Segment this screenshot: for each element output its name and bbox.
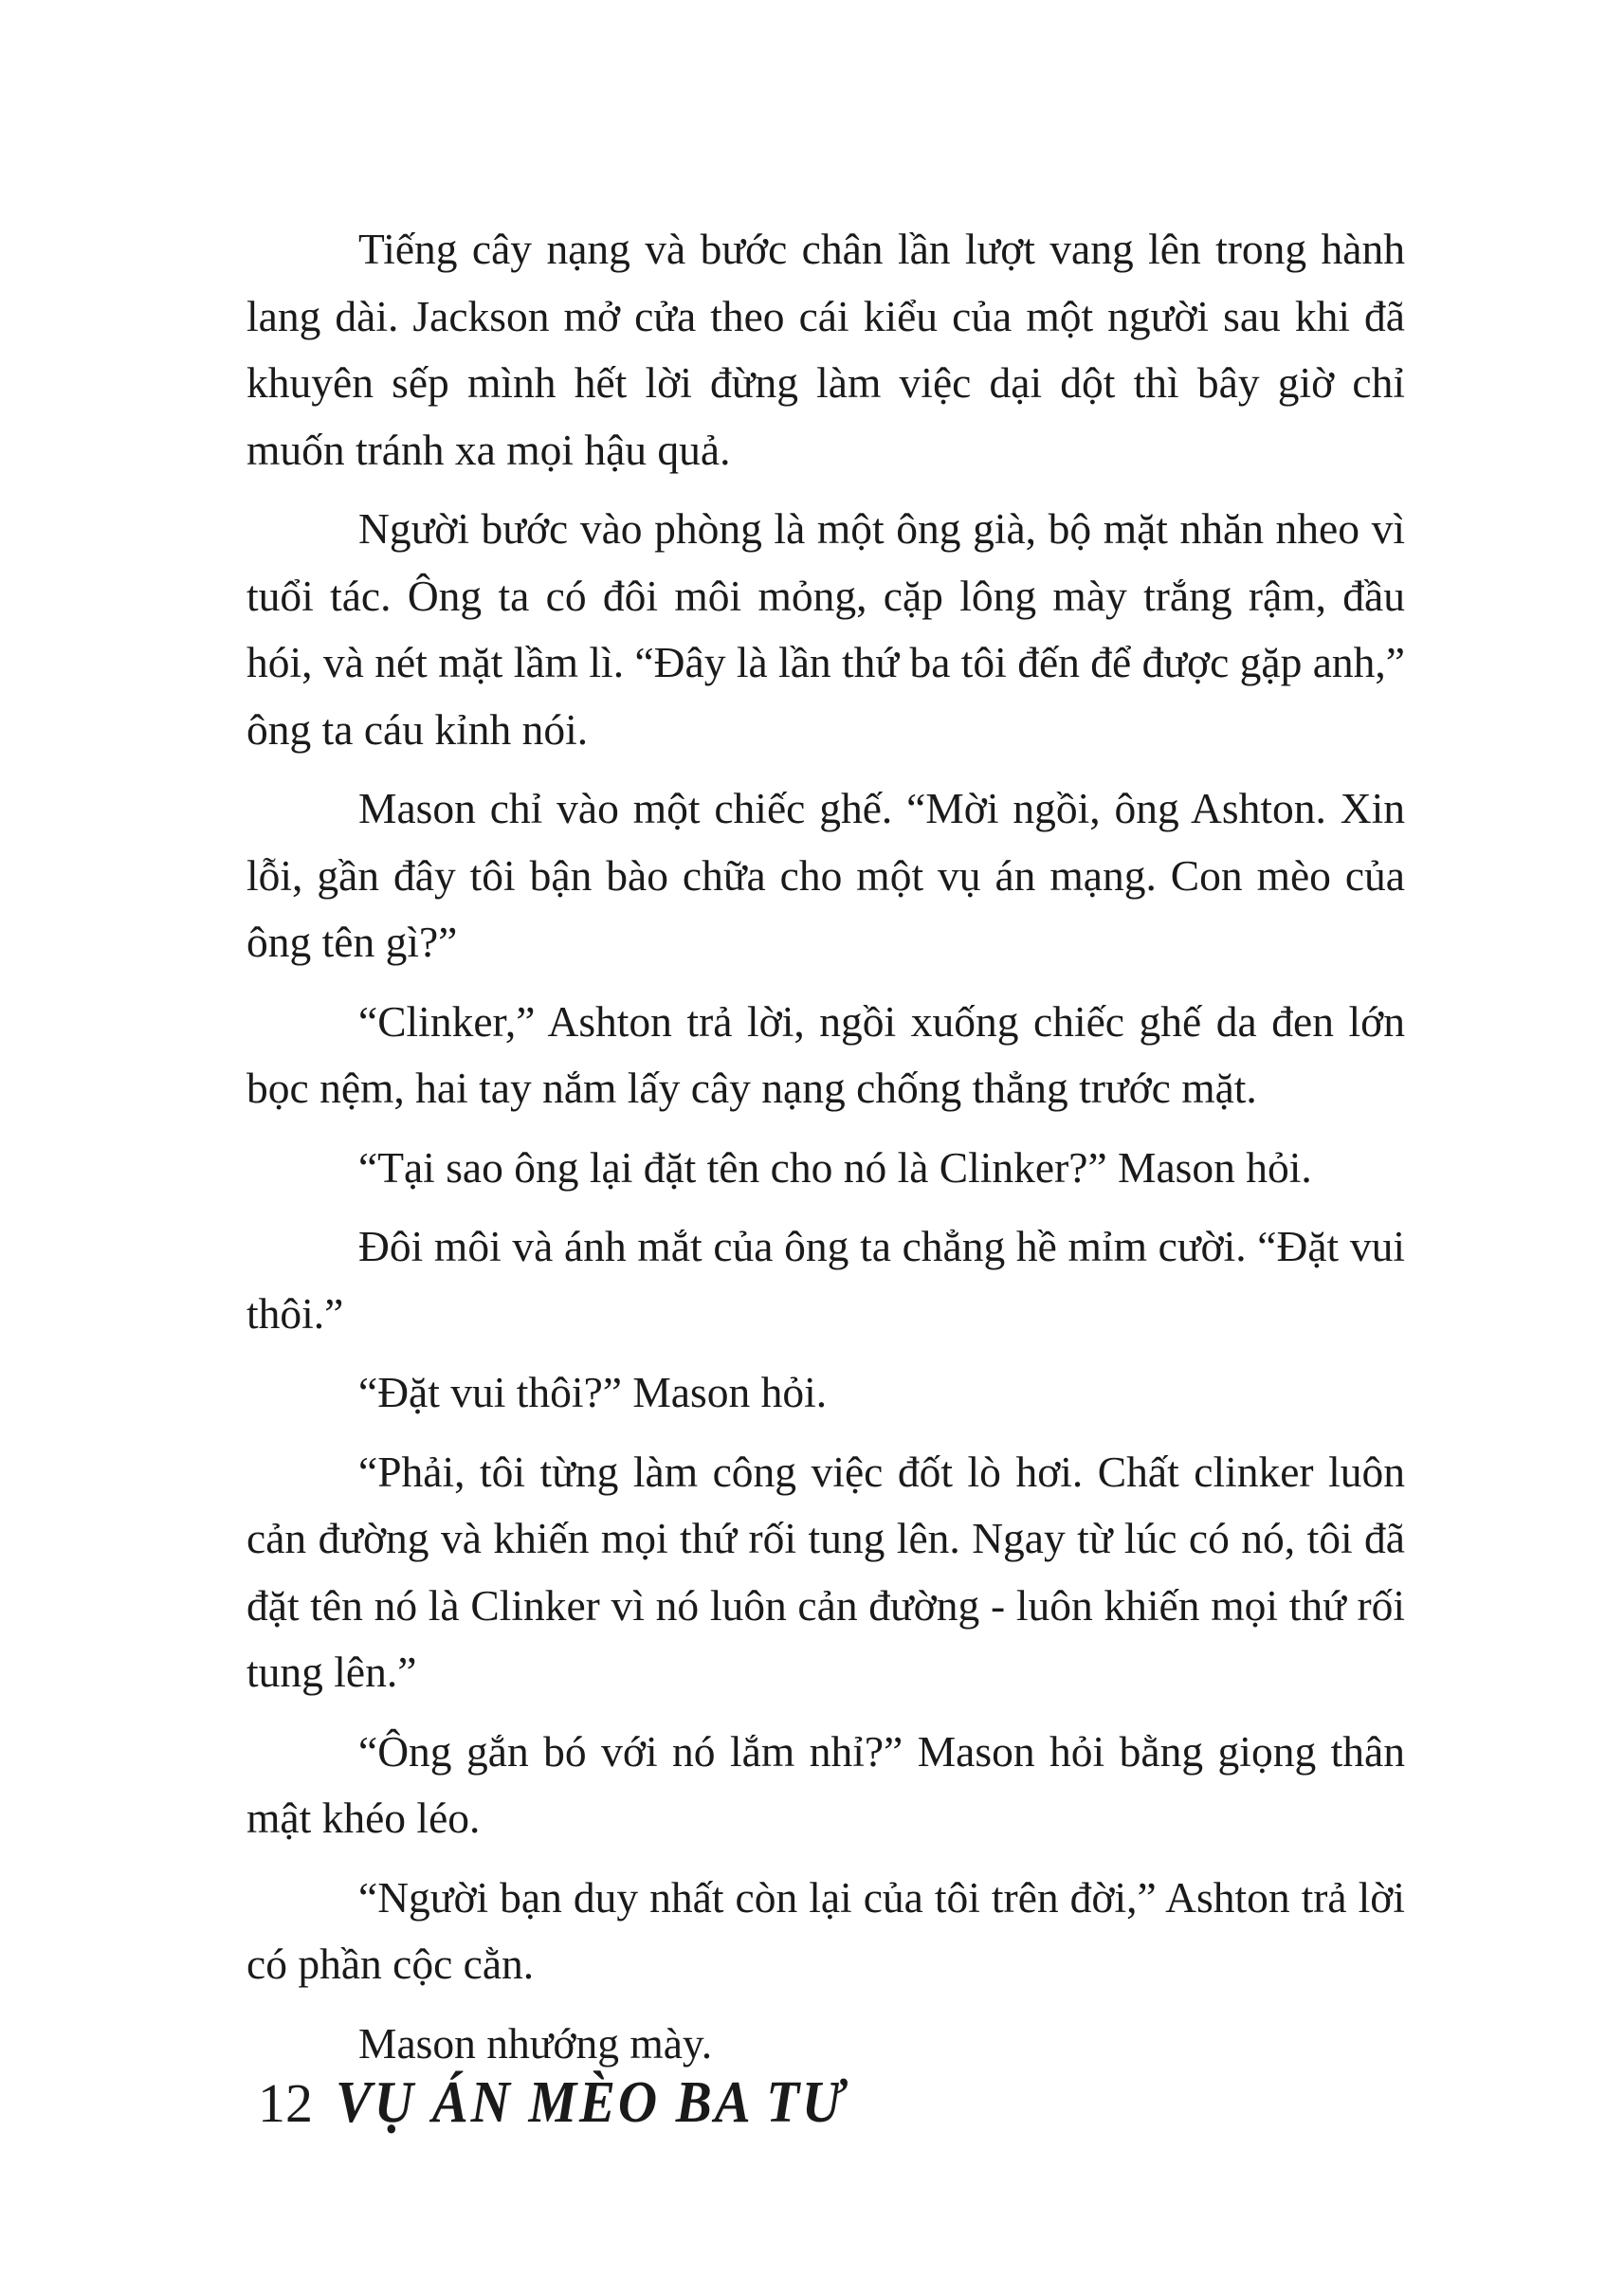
book-title: VỤ ÁN MÈO BA TƯ [336,2069,847,2135]
paragraph: Đôi môi và ánh mắt của ông ta chẳng hề mỉm cười. “Đặt vui thôi.” [246,1222,1405,1338]
paragraph: “Tại sao ông lại đặt tên cho nó là Clinker?” Mason hỏi. [358,1142,1312,1192]
paragraph: Mason chỉ vào một chiếc ghế. “Mời ngồi, ông Ashton. Xin lỗi, gần đây tôi bận bào chữa cho một vụ án mạng. Con mèo của ông tên gì?” [246,784,1405,966]
page-number: 12 [258,2071,313,2134]
paragraph: “Đặt vui thôi?” Mason hỏi. [358,1368,828,1416]
paragraph: Tiếng cây nạng và bước chân lần lượt vang lên trong hành lang dài. Jackson mở cửa theo cái kiểu của một người sau khi đã khuyên sếp mình hết lời đừng làm việc dại dột thì bây giờ chỉ muốn tránh xa mọi hậu quả. [246,225,1405,474]
paragraph: “Phải, tôi từng làm công việc đốt lò hơi. Chất clinker luôn cản đường và khiến mọi thứ rối tung lên. Ngay từ lúc có nó, tôi đã đặt tên nó là Clinker vì nó luôn cản đường - luôn khiến mọi thứ rối tung lên.” [246,1447,1405,1696]
paragraph: “Người bạn duy nhất còn lại của tôi trên đời,” Ashton trả lời có phần cộc cằn. [246,1872,1405,1988]
paragraph: Mason nhướng mày. [358,2018,713,2068]
paragraph: “Ông gắn bó với nó lắm nhỉ?” Mason hỏi bằng giọng thân mật khéo léo. [246,1726,1405,1842]
paragraph: “Clinker,” Ashton trả lời, ngồi xuống chiếc ghế da đen lớn bọc nệm, hai tay nắm lấy cây nạng chống thẳng trước mặt. [246,996,1405,1112]
paragraph: Người bước vào phòng là một ông già, bộ mặt nhăn nheo vì tuổi tác. Ông ta có đôi môi mỏng, cặp lông mày trắng rậm, đầu hói, và nét mặt lầm lì. “Đây là lần thứ ba tôi đến để được gặp anh,” ông ta cáu kỉnh nói. [246,504,1405,754]
body-text [246,216,1405,2089]
page-footer [258,2055,891,2150]
